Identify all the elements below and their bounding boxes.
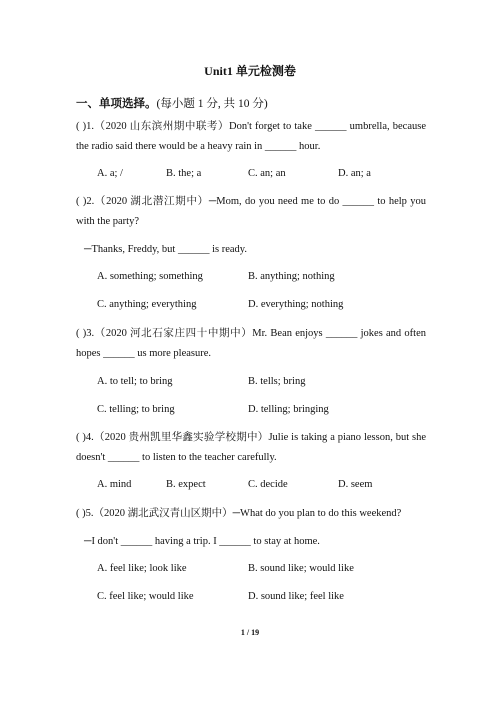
question-1-option-d: D. an; a [338,168,371,179]
page-title: Unit1 单元检测卷 [204,64,296,78]
page-number: 1 / 19 [240,628,260,637]
question-3-option-b: B. tells; bring [248,376,306,387]
section-heading [76,95,268,111]
question-4-line-1: ( )4.（2020 贵州凯里华鑫实验学校期中）Julie is taking a piano lesson, but she [76,432,426,443]
question-1-option-c: C. an; an [248,168,286,179]
question-3-option-c: C. telling; to bring [97,404,175,415]
question-5-option-a: A. feel like; look like [97,563,187,574]
question-2-option-b: B. anything; nothing [248,271,335,282]
question-5-option-b: B. sound like; would like [248,563,354,574]
question-5-option-d: D. sound like; feel like [248,591,344,602]
question-2-line-2: with the party? [76,216,139,227]
question-5-line-2: ─I don't ______ having a trip. I ______ to stay at home. [84,536,320,547]
question-4-option-d: D. seem [338,479,373,490]
question-2-option-a: A. something; something [97,271,203,282]
question-1-option-b: B. the; a [166,168,202,179]
question-1-option-a: A. a; / [97,168,123,179]
question-2-option-d: D. everything; nothing [248,299,344,310]
question-4-option-b: B. expect [166,479,206,490]
question-1-line-1: ( )1.（2020 山东滨州期中联考）Don't forget to take ______ umbrella, because [76,121,426,132]
question-1-line-2: the radio said there would be a heavy rain in ______ hour. [76,141,321,152]
question-3-line-2: hopes ______ us more pleasure. [76,348,212,359]
question-3-option-a: A. to tell; to bring [97,376,173,387]
question-4-line-2: doesn't ______ to listen to the teacher carefully. [76,452,277,463]
question-4-option-a: A. mind [97,479,132,490]
section-note: (每小题 1 分, 共 10 分) [156,98,268,110]
question-5-option-c: C. feel like; would like [97,591,194,602]
question-2-option-c: C. anything; everything [97,299,197,310]
section-heading-text: 一、单项选择。 [76,98,157,110]
question-5-line-1: ( )5.（2020 湖北武汉青山区期中）─What do you plan to do this weekend? [76,508,402,519]
question-4-option-c: C. decide [248,479,288,490]
question-3-option-d: D. telling; bringing [248,404,329,415]
question-2-line-3: ─Thanks, Freddy, but ______ is ready. [84,244,247,255]
question-2-line-1: ( )2.（2020 湖北潜江期中）─Mom, do you need me to do ______ to help you [76,196,426,207]
question-3-line-1: ( )3.（2020 河北石家庄四十中期中）Mr. Bean enjoys ______ jokes and often [76,328,426,339]
